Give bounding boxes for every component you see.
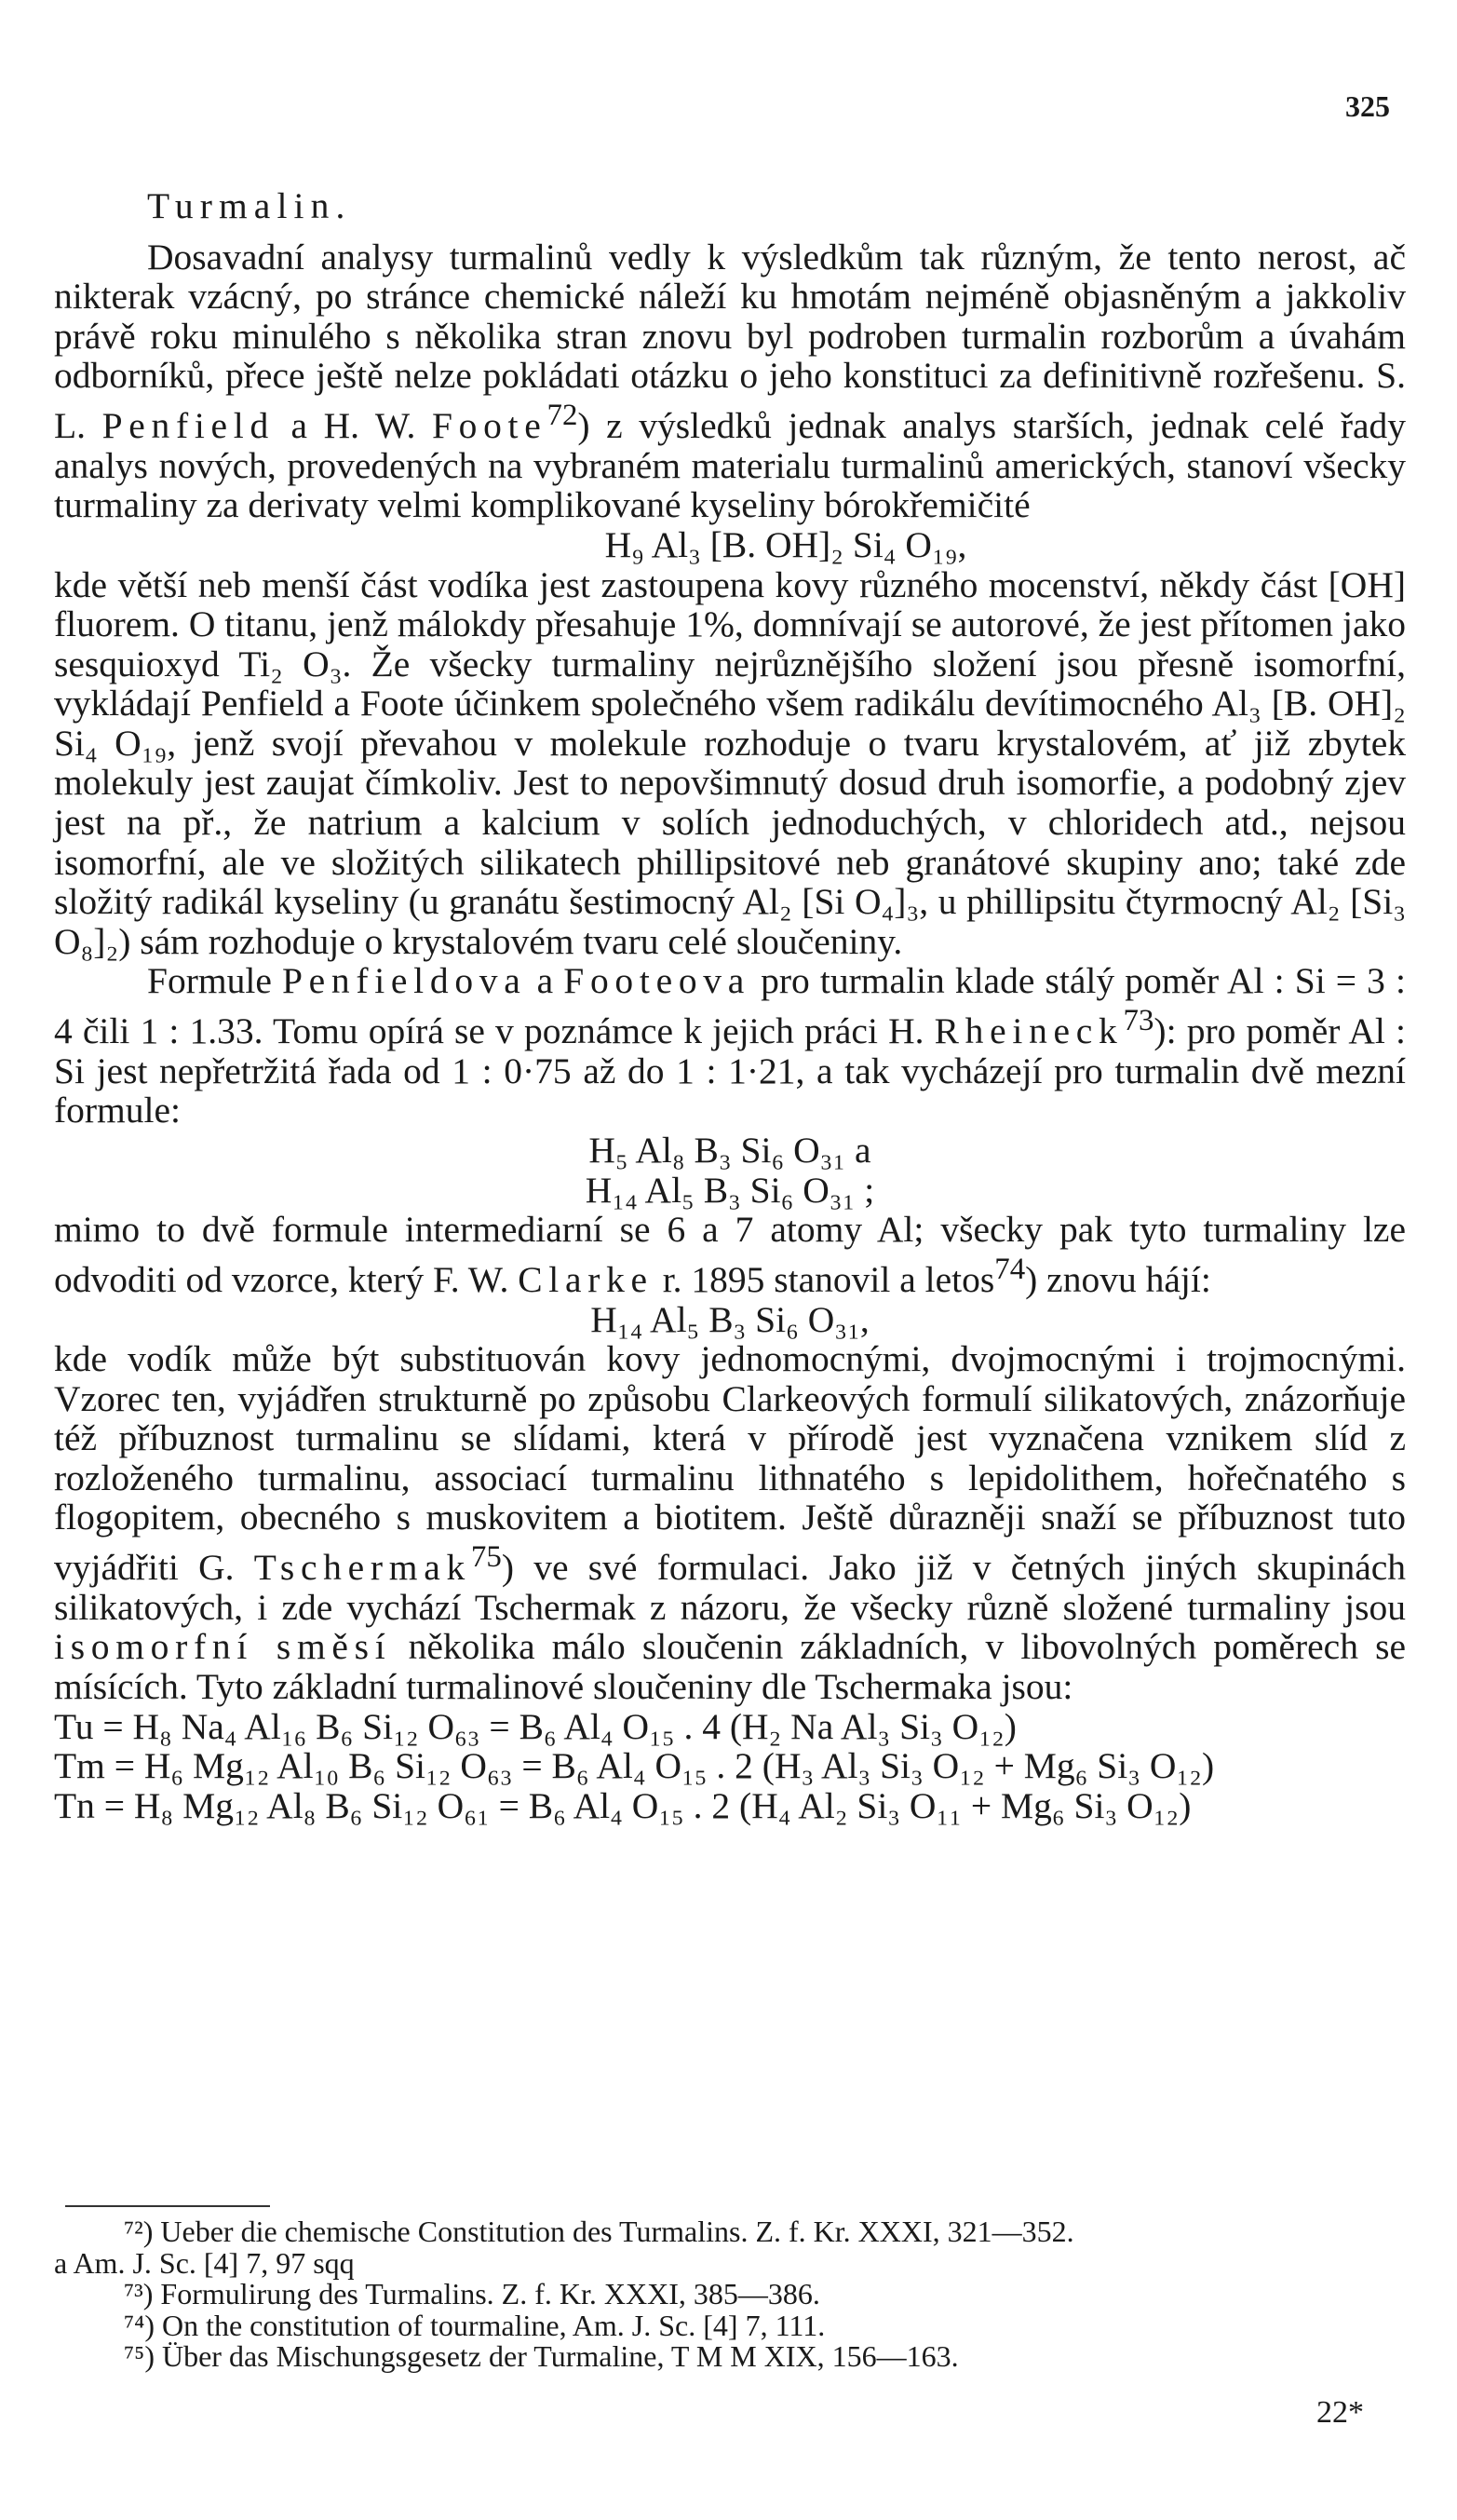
footnote-75: ⁷⁵) Über das Mischungsgesetz der Turmaline, T M M XIX, 156—163. [124,2339,959,2373]
formula-3: H₁₄ Al₅ B₃ Si₆ O₃₁ ; [585,1169,875,1211]
page-number: 325 [1345,89,1390,123]
footnote-73: ⁷³) Formulirung des Turmalins. Z. f. Kr. XXXI, 385—386. [124,2277,820,2310]
paragraph-1: Dosavadní analysy turmalinů vedly k výsledkům tak různým, že tento nerost, ač nikterak vzácný, po stránce chemické náleží ku hmotám nejméně objasněným a jakkoliv právě roku minulého s několika stran znovu byl podroben turmalin rozborům a úvahám odborníků, přece ještě nelze pokládati otázku o jeho konstituci za definitivně rozřešenu. S. L. Penfield a H. W. Foote$^{72}$) z výsledků jednak analys starších, jednak celé řady analys nových, provedených na vybraném materialu turmalinů amerických, stanoví všecky turmaliny za derivaty velmi komplikované kyseliny bórokřemičité [54,236,1406,526]
footnote-72: ⁷²) Ueber die chemische Constitution des Turmalins. Z. f. Kr. XXXI, 321—352. [124,2215,1074,2248]
main-text [54,186,1406,1825]
formula-tm: Tm = H₆ Mg₁₂ Al₁₀ B₆ Si₁₂ O₆₃ = B₆ Al₄ O₁₅ . 2 (H₃ Al₃ Si₃ O₁₂ + Mg₆ Si₃ O₁₂) [54,1745,1215,1787]
footnote-74: ⁷⁴) On the constitution of tourmaline, Am. J. Sc. [4] 7, 111. [124,2308,826,2342]
signature-mark: 22* [1316,2395,1364,2430]
formula-tn: Tn = H₈ Mg₁₂ Al₈ B₆ Si₁₂ O₆₁ = B₆ Al₄ O₁₅ . 2 (H₄ Al₂ Si₃ O₁₁ + Mg₆ Si₃ O₁₂) [54,1784,1192,1826]
footnote-ref-73[interactable]: 73 [1123,1004,1154,1038]
footnote-ref-74[interactable]: 74 [994,1252,1026,1286]
footnotes [54,2216,1406,2373]
formula-1: H₉ Al₃ [B. OH]₂ Si₄ O₁₉, [604,523,967,565]
author-tschermak: Tschermak [253,1547,471,1589]
paragraph-4: mimo to dvě formule intermediarní se 6 a 7 atomy Al; všecky pak tyto turmaliny lze odvoditi od vzorce, který F. W. Clarke r. 1895 stanovil a letos$^{74}$) znovu hájí: [54,1209,1406,1300]
paragraph-2: kde větší neb menší část vodíka jest zastoupena kovy různého mocenství, někdy část [OH] fluorem. O titanu, jenž málokdy přesahuje 1%, domnívají se autorové, že jest přítomen jako sesquioxyd Ti₂ O₃. Že všecky turmaliny nejrůznějšího složení jsou přesně isomorfní, vykládají Penfield a Foote účinkem společného všem radikálu devítimocného Al₃ [B. OH]₂ Si₄ O₁₉, jenž svojí převahou v molekule rozhoduje o tvaru krystalovém, ať již zbytek molekuly jest zaujat čímkoliv. Jest to nepovšimnutý dosud druh isomorfie, a podobný zjev jest na př., že natrium a kalcium v solích jednoduchých, v chloridech atd., nejsou isomorfní, ale ve složitých silikatech phillipsitové neb granátové skupiny ano; také zde složitý radikál kyseliny (u granátu šestimocný Al₂ [Si O₄]₃, u phillipsitu čtyrmocný Al₂ [Si₃ O₈]₂) sám rozhoduje o krystalovém tvaru celé sloučeniny. [54,563,1406,962]
author-penfieldova: Penfieldova [281,960,527,1002]
formula-4: H₁₄ Al₅ B₃ Si₆ O₃₁, [590,1298,870,1340]
isomorphous-mixtures: isomorfní směsí [54,1626,392,1668]
paragraph-3: Formule Penfieldova a Footeova pro turmalin klade stálý poměr Al : Si = 3 : 4 čili 1 : 1.33. Tomu opírá se v poznámce k jejich práci H. Rheineck$^{73}$): pro poměr Al : Si jest nepřetržitá řada od 1 : 0·75 až do 1 : 1·21, a tak vycházejí pro turmalin dvě mezní formule: [54,960,1406,1131]
footnote-divider [65,2205,270,2207]
author-penfield: Penfield [101,405,275,447]
formula-2: H₅ Al₈ B₃ Si₆ O₃₁ a [588,1129,871,1171]
footnote-ref-75[interactable]: 75 [470,1540,502,1575]
author-foote: Foote [431,405,547,447]
section-title: Turmalin. [147,185,352,226]
author-footeova: Footeova [563,960,751,1002]
author-clarke: Clarke [518,1258,654,1300]
footnote-ref-72[interactable]: 72 [546,398,578,432]
footnote-72-cont: a Am. J. Sc. [4] 7, 97 sqq [54,2245,355,2280]
paragraph-5: kde vodík může být substituován kovy jednomocnými, dvojmocnými i trojmocnými. Vzorec ten, vyjádřen strukturně po způsobu Clarkeových formulí silikatových, znázorňuje též příbuznost turmalinu se slídami, která v přírodě jest vyznačena vznikem slíd z rozloženého turmalinu, associací turmalinu lithnatého s lepidolithem, hořečnatého s flogopitem, obecného s muskovitem a biotitem. Ještě důrazněji snaží se příbuznost tuto vyjádřiti G. Tschermak$^{75}$) ve své formulaci. Jako již v četných jiných skupinách silikatových, i zde vychází Tschermak z názoru, že všecky různě složené turmaliny jsou isomorfní směsí několika málo sloučenin základních, v libovolných poměrech se mísících. Tyto základní turmalinové sloučeniny dle Tschermaka jsou: [54,1338,1407,1707]
author-rheineck: Rheineck [934,1010,1124,1052]
formula-tu: Tu = H₈ Na₄ Al₁₆ B₆ Si₁₂ O₆₃ = B₆ Al₄ O₁₅ . 4 (H₂ Na Al₃ Si₃ O₁₂) [54,1705,1017,1747]
